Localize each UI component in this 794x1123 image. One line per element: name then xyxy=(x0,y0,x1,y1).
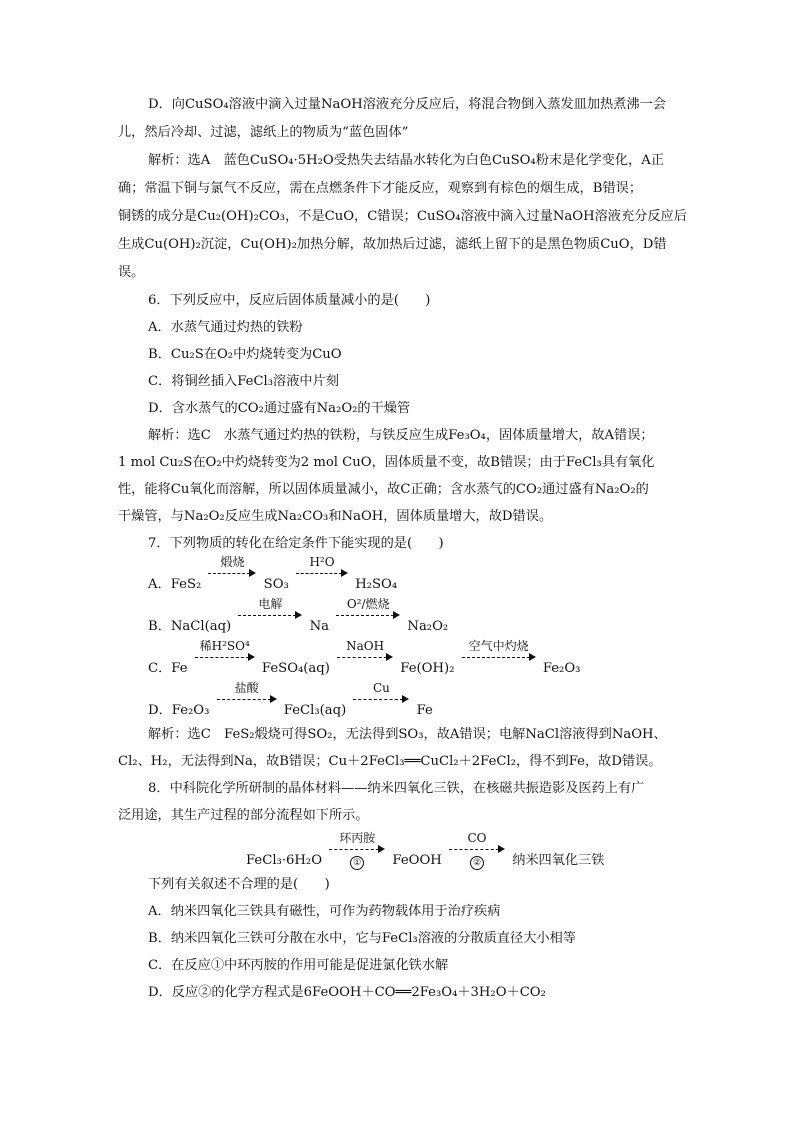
q5-answer-line3: 铜锈的成分是Cu₂(OH)₂CO₃，不是CuO，C错误；CuSO₄溶液中滴入过量NaOH溶液充分反应后 xyxy=(118,209,687,224)
species: FeCl₃(aq) xyxy=(283,703,347,718)
q7-option-c xyxy=(148,639,580,675)
q6-answer-line1: 解析：选C 水蒸气通过灼热的铁粉，与铁反应生成Fe₃O₄，固体质量增大，故A错误； xyxy=(148,428,654,443)
q6-option-b: B．Cu₂S在O₂中灼烧转变为CuO xyxy=(148,347,342,362)
species: A．FeS₂ xyxy=(148,577,202,592)
reaction-arrow: 煅烧 xyxy=(208,555,256,592)
q6-answer-line2: 1 mol Cu₂S在O₂中灼烧转变为2 mol CuO，固体质量不变，故B错误；由于FeCl₃具有氧化 xyxy=(118,455,655,470)
q8-stem-line1: 8．中科院化学所研制的晶体材料——纳米四氧化三铁，在核磁共振造影及医药上有广 xyxy=(148,781,645,796)
q5-answer-line4: 生成Cu(OH)₂沉淀，Cu(OH)₂加热分解，故加热后过滤，滤纸上留下的是黑色物质CuO，D错 xyxy=(118,237,667,252)
species: B．NaCl(aq) xyxy=(148,619,232,634)
species: Fe₂O₃ xyxy=(542,661,581,676)
q5-answer-line1: 解析：选A 蓝色CuSO₄·5H₂O受热失去结晶水转化为白色CuSO₄粉末是化学变化，A正 xyxy=(148,153,664,168)
q8-option-a: A．纳米四氧化三铁具有磁性，可作为药物载体用于治疗疾病 xyxy=(148,904,501,919)
q7-option-b xyxy=(148,597,448,633)
q7-option-a xyxy=(148,555,397,591)
species: Na₂O₂ xyxy=(407,619,449,634)
q6-answer-line4: 干燥管，与Na₂O₂反应生成Na₂CO₃和NaOH，固体质量增大，故D错误。 xyxy=(118,509,553,524)
q8-option-b: B．纳米四氧化三铁可分散在水中，它与FeCl₃溶液的分散质直径大小相等 xyxy=(148,931,576,946)
species: FeOOH xyxy=(392,853,442,868)
species: 纳米四氧化三铁 xyxy=(512,853,605,868)
species: SO₃ xyxy=(263,577,289,592)
q5-option-d-line1: D．向CuSO₄溶液中滴入过量NaOH溶液充分反应后，将混合物倒入蒸发皿加热煮沸一会 xyxy=(148,97,666,112)
q5-option-d-line2: 儿，然后冷却、过滤，滤纸上的物质为“蓝色固体” xyxy=(118,125,409,140)
q6-option-d: D．含水蒸气的CO₂通过盛有Na₂O₂的干燥管 xyxy=(148,401,411,416)
reaction-arrow: H²O xyxy=(296,555,348,592)
q8-flow-diagram xyxy=(246,831,605,867)
reaction-arrow: 空气中灼烧 xyxy=(462,639,536,676)
q7-option-d xyxy=(148,681,433,717)
reaction-arrow: O²/燃烧 xyxy=(336,597,400,634)
q7-stem: 7．下列物质的转化在给定条件下能实现的是( ) xyxy=(148,536,444,551)
q7-answer-line2: Cl₂、H₂，无法得到Na，故B错误；Cu＋2FeCl₃══CuCl₂＋2FeCl₂，得不到Fe，故D错误。 xyxy=(118,754,662,769)
species: C．Fe xyxy=(148,661,188,676)
q7-answer-line1: 解析：选C FeS₂煅烧可得SO₂，无法得到SO₃，故A错误；电解NaCl溶液得到NaOH、 xyxy=(148,727,667,742)
species: FeSO₄(aq) xyxy=(261,661,330,676)
step-number: ① xyxy=(350,856,364,870)
species: FeCl₃·6H₂O xyxy=(246,853,323,868)
q6-option-a: A．水蒸气通过灼热的铁粉 xyxy=(148,320,303,335)
q8-option-d: D．反应②的化学方程式是6FeOOH＋CO══2Fe₃O₄＋3H₂O＋CO₂ xyxy=(148,985,546,1000)
reaction-arrow: 盐酸 xyxy=(217,681,277,718)
q6-option-c: C．将铜丝插入FeCl₃溶液中片刻 xyxy=(148,374,339,389)
reaction-arrow: 稀H²SO⁴ xyxy=(195,639,255,676)
species: Fe xyxy=(416,703,433,718)
reaction-arrow: NaOH xyxy=(337,639,393,676)
reaction-arrow: 电解 xyxy=(238,597,302,634)
species: H₂SO₄ xyxy=(355,577,398,592)
q6-stem: 6．下列反应中，反应后固体质量减小的是( ) xyxy=(148,293,431,308)
q5-answer-line2: 确；常温下铜与氯气不反应，需在点燃条件下才能反应，观察到有棕色的烟生成，B错误； xyxy=(118,181,642,196)
q8-option-c: C．在反应①中环丙胺的作用可能是促进氯化铁水解 xyxy=(148,958,449,973)
reaction-arrow: CO ② xyxy=(449,831,505,868)
q5-answer-line5: 误。 xyxy=(118,265,145,280)
reaction-arrow: 环丙胺 ① xyxy=(329,831,385,868)
species: D．Fe₂O₃ xyxy=(148,703,210,718)
q6-answer-line3: 性，能将Cu氧化而溶解，所以固体质量减小，故C正确；含水蒸气的CO₂通过盛有Na₂O₂的 xyxy=(118,482,649,497)
species: Fe(OH)₂ xyxy=(400,661,455,676)
reaction-arrow: Cu xyxy=(353,681,409,718)
species: Na xyxy=(309,619,329,634)
q8-question: 下列有关叙述不合理的是( ) xyxy=(148,877,330,892)
q8-stem-line2: 泛用途，其生产过程的部分流程如下所示。 xyxy=(118,808,369,823)
step-number: ② xyxy=(470,856,484,870)
